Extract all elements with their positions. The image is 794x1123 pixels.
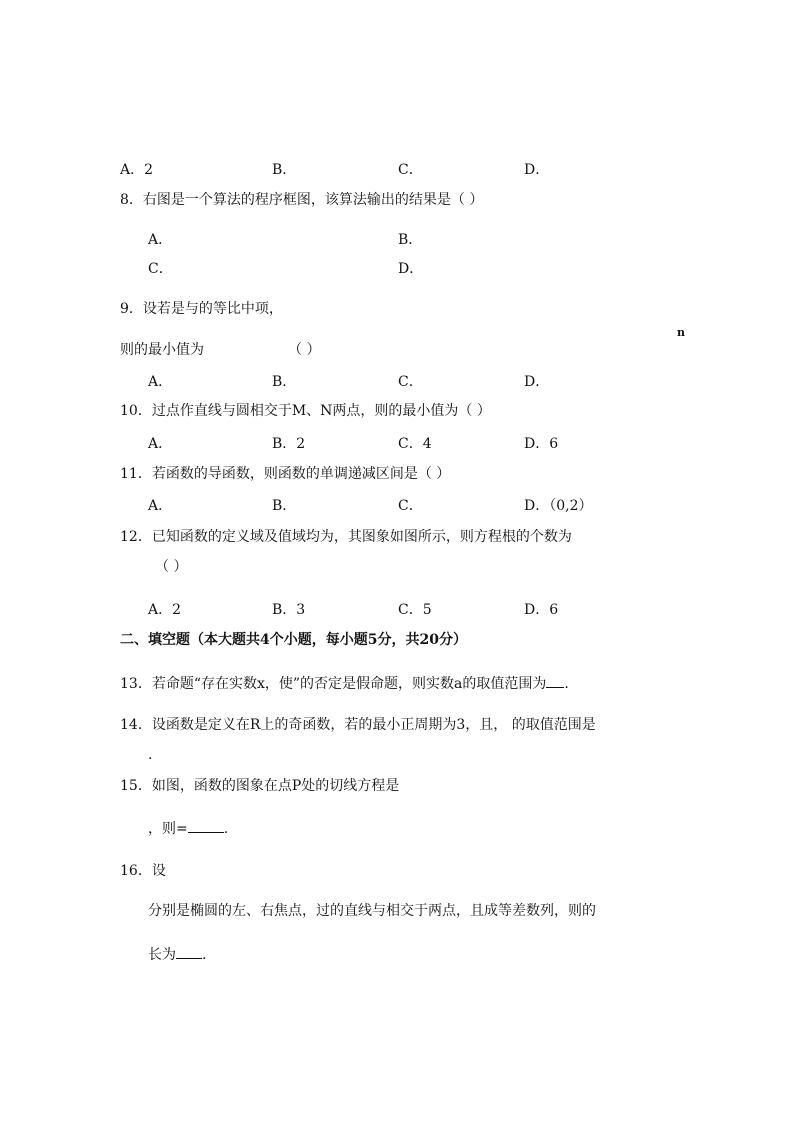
section-2-title: 二、填空题（本大题共4个小题，每小题5分，共20分） — [120, 632, 467, 648]
q13-line — [120, 673, 569, 694]
q10-option-d: D．6 — [524, 436, 559, 452]
q10-option-b: B．2 — [272, 436, 306, 452]
q16-end: . — [202, 947, 207, 963]
q9-option-d: D． — [524, 374, 550, 390]
q15-answer-blank — [188, 818, 224, 833]
q16-answer-blank — [176, 944, 202, 959]
q11-option-a: A． — [148, 498, 173, 514]
q13-answer-blank — [546, 673, 564, 688]
q13-text: 13．若命题“存在实数x，使”的否定是假命题，则实数a的取值范围为 — [120, 676, 547, 692]
q7-option-c: C． — [398, 162, 423, 178]
q8-text: 8．右图是一个算法的程序框图，该算法输出的结果是（ ） — [120, 192, 484, 208]
q15-text: 15．如图，函数的图象在点P处的切线方程是 — [120, 778, 400, 794]
q8-option-a: A． — [148, 232, 173, 248]
q9-text: 9．设若是与的等比中项， — [120, 301, 283, 317]
q15-line-2 — [148, 818, 228, 839]
q15-end: . — [223, 821, 229, 837]
q12-paren: （ ） — [155, 559, 188, 575]
q16-text-3: 长为 — [148, 947, 176, 963]
q9-text-2: 则的最小值为 — [120, 342, 204, 358]
q16-text: 16．设 — [120, 863, 166, 879]
q7-option-a: A．2 — [120, 162, 154, 178]
q8-option-b: B． — [398, 232, 423, 248]
q9-option-b: B． — [272, 374, 297, 390]
q14-text: 14．设函数是定义在R上的奇函数，若的最小正周期为3，且， 的取值范围是 — [120, 717, 596, 733]
q16-line-3 — [148, 944, 206, 965]
q9-option-a: A． — [148, 374, 173, 390]
q9-paren: （ ） — [288, 342, 321, 358]
q7-option-b: B． — [272, 162, 297, 178]
q14-text-2: . — [148, 747, 153, 763]
q10-text: 10．过点作直线与圆相交于M、N两点，则的最小值为（ ） — [120, 403, 491, 419]
stray-mark: n — [677, 326, 685, 339]
q12-option-a: A．2 — [148, 602, 182, 618]
q16-text-2: 分别是椭圆的左、右焦点，过的直线与相交于两点，且成等差数列，则的 — [148, 903, 596, 919]
q10-option-a: A． — [148, 436, 173, 452]
q13-end: . — [564, 676, 569, 692]
q9-option-c: C． — [398, 374, 423, 390]
q11-option-c: C． — [398, 498, 423, 514]
q15-text-2: ，则= — [148, 821, 188, 837]
q12-option-d: D．6 — [524, 602, 559, 618]
q12-option-b: B．3 — [272, 602, 306, 618]
q11-option-d: D．（0,2） — [524, 498, 593, 514]
q7-option-d: D． — [524, 162, 550, 178]
q8-option-c: C． — [148, 261, 173, 277]
q11-option-b: B． — [272, 498, 297, 514]
q12-text: 12．已知函数的定义域及值域均为，其图象如图所示，则方程根的个数为 — [120, 529, 572, 545]
q11-text: 11．若函数的导函数，则函数的单调递减区间是（ ） — [120, 466, 451, 482]
q12-option-c: C．5 — [398, 602, 432, 618]
q8-option-d: D． — [398, 261, 424, 277]
q10-option-c: C．4 — [398, 436, 432, 452]
